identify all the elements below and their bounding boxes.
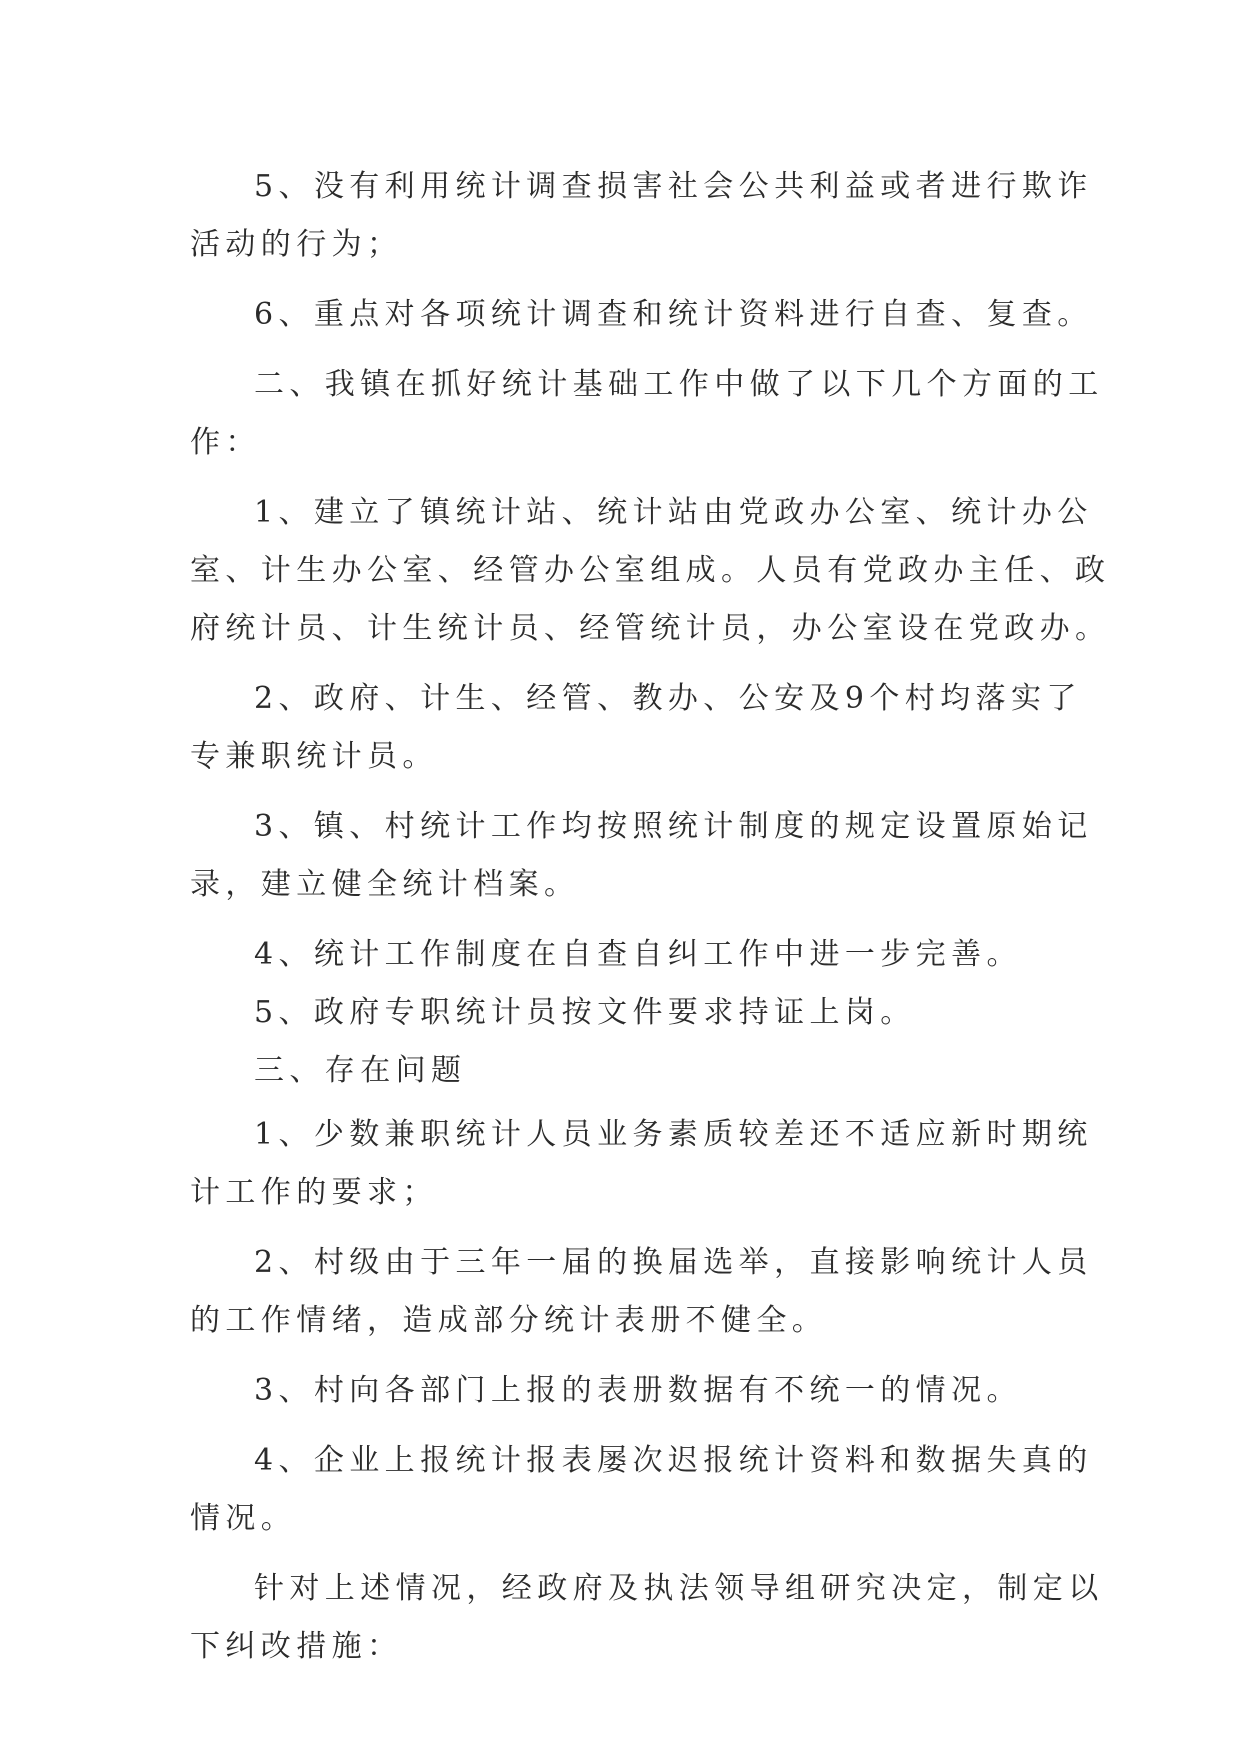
paragraph <box>190 1362 1052 1420</box>
paragraph <box>190 1106 1093 1222</box>
paragraph <box>190 286 1093 344</box>
text-line: 的工作情绪，造成部分统计表册不健全。 <box>190 1303 828 1338</box>
document-body <box>190 158 1111 1676</box>
paragraph <box>190 158 1093 274</box>
text-line: 5、政府专职统计员按文件要求持证上岗。 <box>254 995 916 1030</box>
paragraph <box>190 484 1111 658</box>
text-line: 情况。 <box>190 1501 297 1536</box>
text-line: 2、村级由于三年一届的换届选举，直接影响统计人员 <box>254 1245 1093 1280</box>
text-line: 3、村向各部门上报的表册数据有不统一的情况。 <box>254 1373 1022 1408</box>
paragraph <box>190 1560 1104 1676</box>
text-line: 5、没有利用统计调查损害社会公共利益或者进行欺诈 <box>254 169 1093 204</box>
paragraph <box>190 1234 1093 1350</box>
text-line: 二、我镇在抓好统计基础工作中做了以下几个方面的工 <box>254 367 1104 402</box>
text-line: 6、重点对各项统计调查和统计资料进行自查、复查。 <box>254 297 1093 332</box>
text-line: 1、少数兼职统计人员业务素质较差还不适应新时期统 <box>254 1117 1093 1152</box>
text-line: 计工作的要求； <box>190 1175 438 1210</box>
text-line: 针对上述情况，经政府及执法领导组研究决定，制定以 <box>254 1571 1104 1606</box>
paragraph <box>190 1042 1052 1100</box>
text-line: 室、计生办公室、经管办公室组成。人员有党政办主任、政 <box>190 553 1111 588</box>
paragraph <box>190 984 1052 1042</box>
text-line: 1、建立了镇统计站、统计站由党政办公室、统计办公 <box>254 495 1093 530</box>
paragraph <box>190 356 1104 472</box>
text-line: 府统计员、计生统计员、经管统计员，办公室设在党政办。 <box>190 611 1111 646</box>
text-line: 专兼职统计员。 <box>190 739 438 774</box>
text-line: 录，建立健全统计档案。 <box>190 867 580 902</box>
paragraph <box>190 926 1052 984</box>
paragraph <box>190 798 1093 914</box>
text-line: 2、政府、计生、经管、教办、公安及9个村均落实了 <box>254 681 1082 716</box>
text-line: 活动的行为； <box>190 227 403 262</box>
text-line: 下纠改措施： <box>190 1629 403 1664</box>
text-line: 4、统计工作制度在自查自纠工作中进一步完善。 <box>254 937 1022 972</box>
text-line: 3、镇、村统计工作均按照统计制度的规定设置原始记 <box>254 809 1093 844</box>
text-line: 4、企业上报统计报表屡次迟报统计资料和数据失真的 <box>254 1443 1093 1478</box>
paragraph <box>190 670 1082 786</box>
text-line: 作： <box>190 425 261 460</box>
text-line: 三、存在问题 <box>254 1053 467 1088</box>
paragraph <box>190 1432 1093 1548</box>
